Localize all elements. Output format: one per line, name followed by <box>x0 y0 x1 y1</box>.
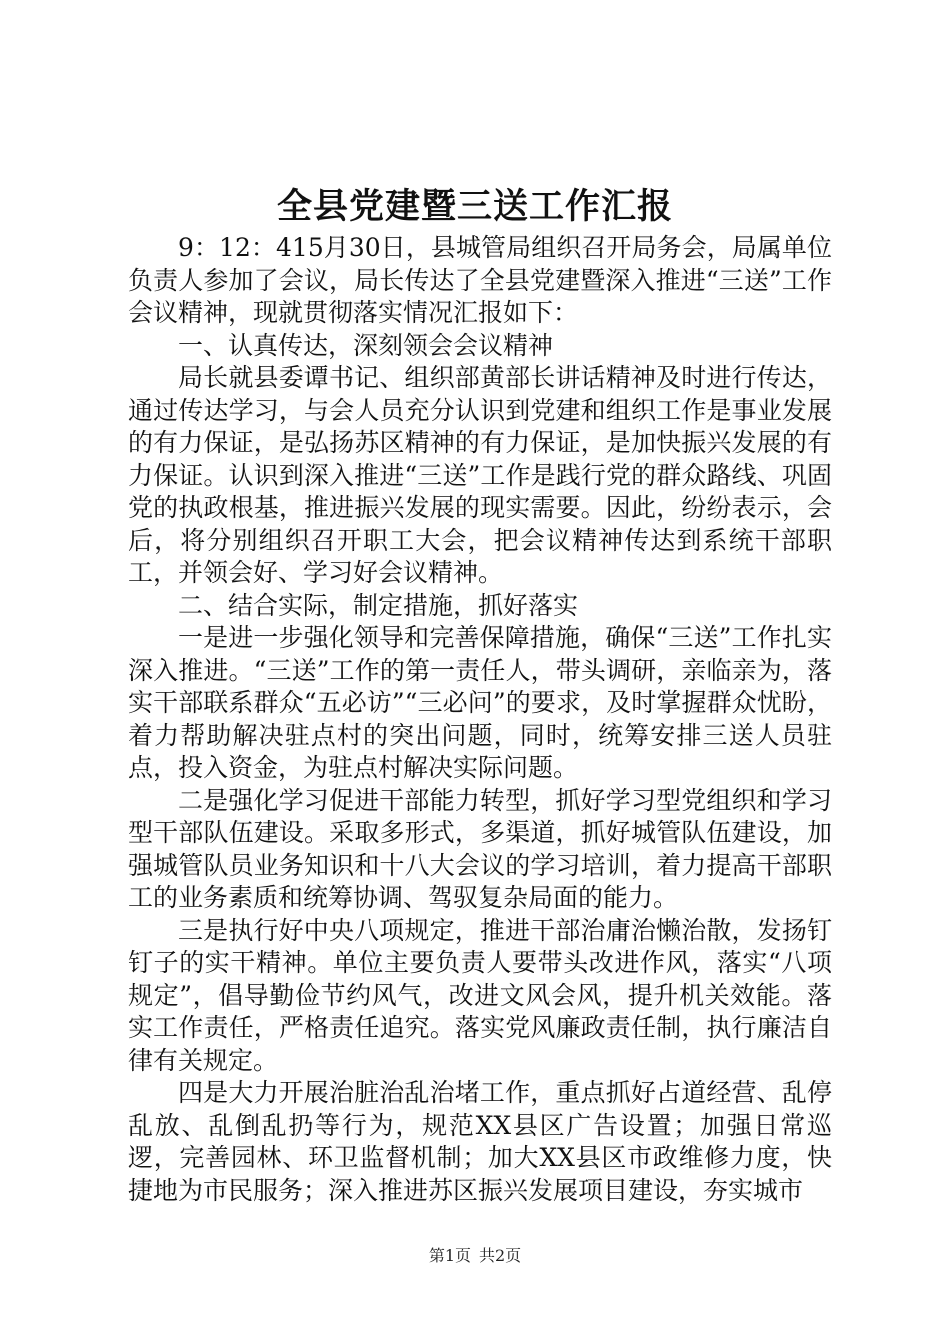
item-1-paragraph: 一是进一步强化领导和完善保障措施，确保“三送”工作扎实深入推进。“三送”工作的第一责任人，带头调研，亲临亲为，落实干部联系群众“五必访”“三必问”的要求，及时掌握群众忧盼，着力帮助解决驻点村的突出问题，同时，统筹安排三送人员驻点，投入资金，为驻点村解决实际问题。 <box>128 623 832 782</box>
intro-paragraph: 9：12：415月30日，县城管局组织召开局务会，局属单位负责人参加了会议，局长传达了全县党建暨深入推进“三送”工作会议精神，现就贯彻落实情况汇报如下： <box>128 233 832 327</box>
document-body <box>128 232 832 1207</box>
page-footer <box>0 1244 950 1268</box>
section-heading-2: 二、结合实际，制定措施，抓好落实 <box>178 590 579 620</box>
item-3-paragraph: 三是执行好中央八项规定，推进干部治庸治懒治散，发扬钉钉子的实干精神。单位主要负责人要带头改进作风，落实“八项规定”，倡导勤俭节约风气，改进文风会风，提升机关效能。落实工作责任，严格责任追究。落实党风廉政责任制，执行廉洁自律有关规定。 <box>128 915 832 1075</box>
document-title: 全县党建暨三送工作汇报 <box>276 186 673 227</box>
page-total: 共2页 <box>479 1246 522 1265</box>
page-number: 第1页 <box>428 1246 471 1265</box>
item-2-paragraph: 二是强化学习促进干部能力转型，抓好学习型党组织和学习型干部队伍建设。采取多形式，多渠道，抓好城管队伍建设，加强城管队员业务知识和十八大会议的学习培训，着力提高干部职工的业务素质和统筹协调、驾驭复杂局面的能力。 <box>128 785 832 912</box>
section-heading-1: 一、认真传达，深刻领会会议精神 <box>178 330 554 360</box>
item-4-paragraph: 四是大力开展治脏治乱治堵工作，重点抓好占道经营、乱停乱放、乱倒乱扔等行为，规范XX县区广告设置；加强日常巡逻，完善园林、环卫监督机制；加大XX县区市政维修力度，快捷地为市民服务；深入推进苏区振兴发展项目建设，夯实城市 <box>128 1078 832 1205</box>
section-1-paragraph: 局长就县委谭书记、组织部黄部长讲话精神及时进行传达，通过传达学习，与会人员充分认识到党建和组织工作是事业发展的有力保证，是弘扬苏区精神的有力保证，是加快振兴发展的有力保证。认识到深入推进“三送”工作是践行党的群众路线、巩固党的执政根基，推进振兴发展的现实需要。因此，纷纷表示，会后，将分别组织召开职工大会，把会议精神传达到系统干部职工，并领会好、学习好会议精神。 <box>128 363 832 587</box>
